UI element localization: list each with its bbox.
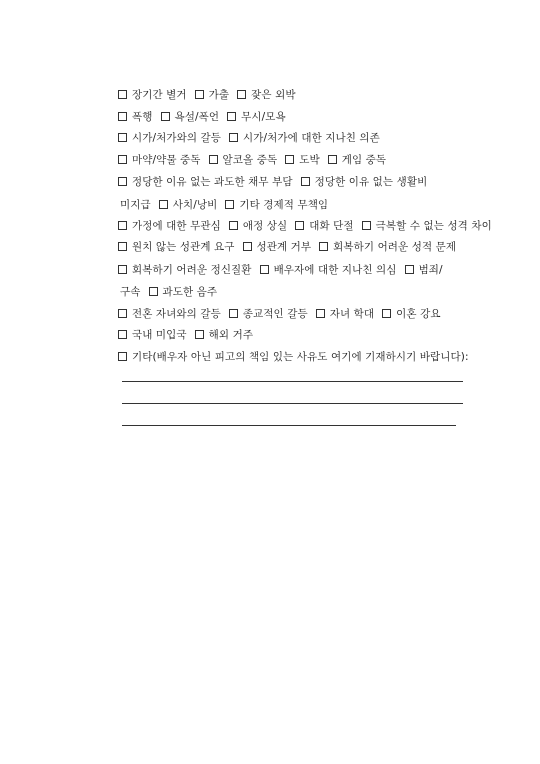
checkbox-option[interactable]: [120, 198, 151, 212]
checkbox-option[interactable]: [120, 285, 141, 299]
blank-line-3[interactable]: [122, 425, 456, 426]
checkbox-square-icon[interactable]: [161, 112, 170, 121]
checkbox-square-icon[interactable]: [229, 133, 238, 142]
checkbox-label: 사치/낭비: [172, 199, 218, 211]
checkbox-option[interactable]: [161, 110, 220, 124]
checkbox-square-icon[interactable]: [225, 200, 234, 209]
checkbox-square-icon[interactable]: [295, 221, 304, 230]
checkbox-option[interactable]: [118, 175, 293, 189]
checkbox-square-icon[interactable]: [118, 242, 127, 251]
checkbox-option[interactable]: [195, 328, 253, 342]
checkbox-square-icon[interactable]: [260, 265, 269, 274]
checkbox-option[interactable]: [319, 240, 456, 254]
checkbox-option[interactable]: [118, 307, 221, 321]
checkbox-square-icon[interactable]: [118, 221, 127, 230]
checklist-line: [120, 285, 225, 299]
checkbox-label: 과도한 음주: [162, 286, 218, 298]
checklist-line: [118, 307, 449, 321]
checklist-line: [118, 110, 294, 124]
checkbox-option[interactable]: [301, 175, 428, 189]
checkbox-label: 배우자에 대한 지나친 의심: [273, 264, 397, 276]
checkbox-square-icon[interactable]: [237, 90, 246, 99]
checkbox-label: 마약/약물 중독: [132, 154, 201, 166]
checkbox-option[interactable]: [229, 219, 287, 233]
checkbox-square-icon[interactable]: [118, 155, 127, 164]
checkbox-square-icon[interactable]: [118, 330, 127, 339]
checkbox-label: 가출: [208, 89, 230, 101]
checklist-line: [118, 131, 388, 145]
checkbox-label: 극복할 수 없는 성격 차이: [375, 220, 492, 232]
checkbox-option[interactable]: [285, 153, 320, 167]
checkbox-label: 정당한 이유 없는 과도한 채무 부담: [132, 176, 293, 188]
checkbox-square-icon[interactable]: [149, 287, 158, 296]
checkbox-square-icon[interactable]: [319, 242, 328, 251]
checkbox-square-icon[interactable]: [316, 309, 325, 318]
checkbox-option[interactable]: [405, 263, 443, 277]
checklist-line: [118, 153, 394, 167]
checkbox-label: 잦은 외박: [251, 89, 296, 101]
checklist-line: [118, 263, 451, 277]
checkbox-label: 미지급: [120, 199, 151, 211]
checkbox-option[interactable]: [227, 110, 286, 124]
checkbox-label: 해외 거주: [208, 329, 254, 341]
checklist-line: [118, 240, 464, 254]
checkbox-option[interactable]: [229, 131, 380, 145]
checkbox-option[interactable]: [225, 198, 328, 212]
checkbox-label: 자녀 학대: [329, 308, 375, 320]
checkbox-label: 애정 상실: [242, 220, 288, 232]
checkbox-square-icon[interactable]: [229, 309, 238, 318]
checkbox-square-icon[interactable]: [118, 177, 127, 186]
checkbox-label: 시가/처가와의 갈등: [132, 132, 222, 144]
checkbox-option[interactable]: [118, 110, 153, 124]
checkbox-label: 알코올 중독: [222, 154, 278, 166]
checkbox-label: 도박: [299, 154, 320, 166]
checkbox-label: 욕설/폭언: [174, 111, 220, 123]
checkbox-label: 전혼 자녀와의 갈등: [132, 308, 221, 320]
checkbox-square-icon[interactable]: [118, 112, 127, 121]
checkbox-option[interactable]: [118, 263, 252, 277]
checkbox-square-icon[interactable]: [227, 112, 236, 121]
checkbox-label: 국내 미입국: [132, 329, 187, 341]
checkbox-label: 장기간 별거: [132, 89, 187, 101]
checkbox-square-icon[interactable]: [195, 330, 204, 339]
checkbox-option[interactable]: [195, 88, 230, 102]
checkbox-option[interactable]: [328, 153, 386, 167]
checkbox-label: 대화 단절: [309, 220, 354, 232]
checkbox-label: 게임 중독: [341, 154, 387, 166]
checkbox-option[interactable]: [260, 263, 397, 277]
checkbox-option[interactable]: [118, 240, 235, 254]
checkbox-square-icon[interactable]: [118, 265, 127, 274]
checkbox-label: 범죄/: [418, 264, 443, 276]
checkbox-square-icon[interactable]: [301, 177, 310, 186]
checkbox-option[interactable]: [382, 307, 440, 321]
checkbox-square-icon[interactable]: [118, 309, 127, 318]
checkbox-label: 원치 않는 성관계 요구: [132, 241, 235, 253]
checkbox-square-icon[interactable]: [328, 155, 337, 164]
checkbox-label: 가정에 대한 무관심: [132, 220, 221, 232]
checkbox-square-icon[interactable]: [362, 221, 371, 230]
checkbox-square-icon[interactable]: [382, 309, 391, 318]
checkbox-option[interactable]: [159, 198, 218, 212]
checkbox-option[interactable]: [118, 131, 221, 145]
checkbox-square-icon[interactable]: [285, 155, 294, 164]
checkbox-label: 기타(배우자 아닌 피고의 책임 있는 사유도 여기에 기재하시기 바랍니다):: [132, 351, 469, 363]
checkbox-option[interactable]: [316, 307, 374, 321]
checkbox-option[interactable]: [149, 285, 218, 299]
checkbox-label: 회복하기 어려운 성적 문제: [333, 241, 457, 253]
checkbox-square-icon[interactable]: [118, 133, 127, 142]
checkbox-label: 기타 경제적 무책임: [239, 199, 329, 211]
checkbox-square-icon[interactable]: [195, 90, 204, 99]
checkbox-label: 폭행: [132, 111, 153, 123]
checkbox-label: 이혼 강요: [396, 308, 441, 320]
checkbox-square-icon[interactable]: [229, 221, 238, 230]
checkbox-option[interactable]: [362, 219, 492, 233]
blank-line-2[interactable]: [122, 403, 463, 404]
checkbox-option[interactable]: [118, 153, 201, 167]
checkbox-label: 시가/처가에 대한 지나친 의존: [243, 132, 380, 144]
checklist-line: [118, 88, 304, 102]
checklist-line: [118, 350, 477, 364]
checkbox-square-icon[interactable]: [209, 155, 218, 164]
checkbox-square-icon[interactable]: [118, 352, 127, 361]
checkbox-square-icon[interactable]: [118, 90, 127, 99]
checkbox-option[interactable]: [209, 153, 278, 167]
checkbox-option[interactable]: [118, 88, 187, 102]
checkbox-label: 성관계 거부: [256, 241, 312, 253]
checkbox-square-icon[interactable]: [243, 242, 252, 251]
checkbox-option[interactable]: [237, 88, 295, 102]
checkbox-label: 회복하기 어려운 정신질환: [132, 264, 252, 276]
checkbox-option[interactable]: [295, 219, 353, 233]
checklist-line: [120, 198, 336, 212]
checkbox-square-icon[interactable]: [159, 200, 168, 209]
blank-line-1[interactable]: [122, 381, 463, 382]
checklist-line: [118, 175, 435, 189]
checkbox-option[interactable]: [243, 240, 312, 254]
checkbox-option[interactable]: [118, 328, 187, 342]
checkbox-label: 정당한 이유 없는 생활비: [314, 176, 428, 188]
checklist-line: [118, 328, 261, 342]
checkbox-option[interactable]: [229, 307, 308, 321]
checkbox-label: 구속: [120, 286, 141, 298]
checkbox-square-icon[interactable]: [405, 265, 414, 274]
checkbox-option[interactable]: [118, 219, 221, 233]
checkbox-label: 무시/모욕: [241, 111, 286, 123]
checkbox-option[interactable]: [118, 350, 469, 364]
checkbox-label: 종교적인 갈등: [242, 308, 308, 320]
checklist-line: [118, 219, 500, 233]
